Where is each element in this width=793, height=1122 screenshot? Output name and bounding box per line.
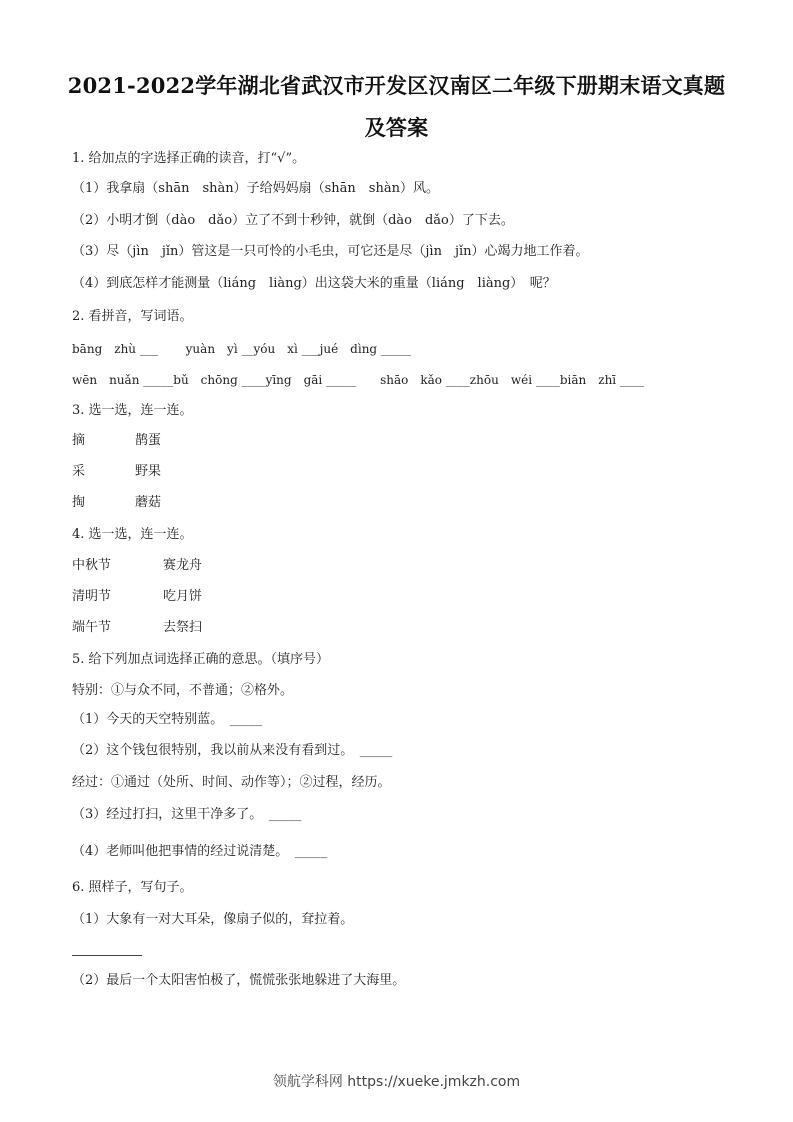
q1-item-2: （2）小明才倒（dào dǎo）立了不到十秒钟，就倒（dào dǎo）了下去。 <box>72 213 514 228</box>
q2-pinyin-row-2: wēn nuǎn _____bǔ chōng ____yīng gāi _____ shāo kǎo ____zhōu wéi ____biān zhī ____ <box>72 373 644 387</box>
q3-right-1: 鹊蛋 <box>135 433 162 448</box>
page-title-line1: 2021-2022学年湖北省武汉市开发区汉南区二年级下册期末语文真题 <box>67 73 726 98</box>
q1-item-3: （3）尽（jìn jǐn）管这是一只可怜的小毛虫，可它还是尽（jìn jǐn）心竭力地工作着。 <box>72 244 589 259</box>
q5-definition-1: 特别：①与众不同，不普通；②格外。 <box>72 683 294 698</box>
q5-item-1: （1）今天的天空特别蓝。 _____ <box>72 712 263 727</box>
q5-item-2: （2）这个钱包很特别，我以前从来没有看到过。 _____ <box>72 743 393 758</box>
q1-heading: 1. 给加点的字选择正确的读音，打“√”。 <box>72 151 306 166</box>
q4-right-3: 去祭扫 <box>163 620 203 635</box>
q3-left-2: 采 <box>72 464 86 479</box>
page-footer: 领航学科网 https://xueke.jmkzh.com <box>272 1074 521 1090</box>
q1-item-4: （4）到底怎样才能测量（liáng liàng）出这袋大米的重量（liáng liàng） 呢？ <box>72 276 556 291</box>
q5-item-3: （3）经过打扫，这里干净多了。 _____ <box>72 807 302 822</box>
q6-item-2: （2）最后一个太阳害怕极了，慌慌张张地躲进了大海里。 <box>72 973 406 988</box>
q1-item-1: （1）我拿扇（shān shàn）子给妈妈扇（shān shàn）风。 <box>72 181 439 196</box>
q3-left-1: 摘 <box>72 433 86 448</box>
q2-heading: 2. 看拼音，写词语。 <box>72 309 193 324</box>
q4-left-1: 中秋节 <box>72 558 112 573</box>
q4-left-3: 端午节 <box>72 620 112 635</box>
q5-item-4: （4）老师叫他把事情的经过说清楚。 _____ <box>72 844 328 859</box>
q2-pinyin-row-1: bāng zhù ___ yuàn yì __yóu xì ___jué dìng _____ <box>72 342 411 356</box>
q6-heading: 6. 照样子，写句子。 <box>72 880 193 895</box>
q4-heading: 4. 选一选，连一连。 <box>72 527 193 542</box>
q6-item-1: （1）大象有一对大耳朵，像扇子似的，耷拉着。 <box>72 912 354 927</box>
q5-heading: 5. 给下列加点词选择正确的意思。（填序号） <box>72 652 330 667</box>
q6-answer-line <box>72 955 142 956</box>
q4-left-2: 清明节 <box>72 589 112 604</box>
q3-right-2: 野果 <box>135 464 162 479</box>
q4-right-1: 赛龙舟 <box>163 558 203 573</box>
page-title-line2: 及答案 <box>364 115 429 140</box>
q3-right-3: 蘑菇 <box>135 495 162 510</box>
q4-right-2: 吃月饼 <box>163 589 203 604</box>
q3-heading: 3. 选一选，连一连。 <box>72 403 193 418</box>
q5-definition-2: 经过：①通过（处所、时间、动作等）；②过程，经历。 <box>72 775 391 790</box>
q3-left-3: 掏 <box>72 495 86 510</box>
